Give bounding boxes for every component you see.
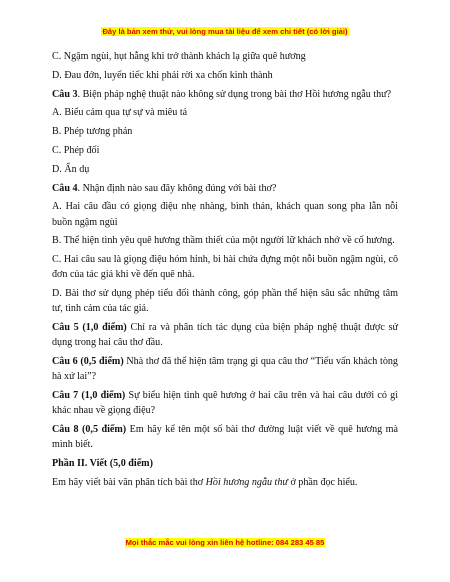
hotline-banner [0, 538, 450, 548]
preview-notice-text: Đây là bản xem thử, vui lòng mua tài liệu để xem chi tiết (có lời giải) [102, 27, 348, 36]
document-body [52, 49, 398, 494]
question-5-label: Câu 5 (1,0 điểm) [52, 322, 127, 334]
question-4 [52, 181, 398, 196]
question-3-option-a: A. Biểu cảm qua tự sự và miêu tả [52, 107, 188, 119]
question-3 [52, 87, 398, 102]
question-4-option-c: C. Hai câu sau là giọng điệu hóm hỉnh, bi hài chứa đựng một nỗi buồn ngậm ngùi, cô đơn của tác giả khi về đến quê nhà. [52, 254, 398, 281]
option-c-q2: C. Ngậm ngùi, hụt hẫng khi trở thành khách lạ giữa quê hương [52, 51, 306, 62]
question-3-option-b: B. Phép tương phản [52, 126, 133, 138]
question-8-text: Em hãy kể tên một số bài thơ đường luật viết về quê hương mà mình biết. [52, 424, 398, 451]
part-2-prompt [52, 475, 398, 490]
question-5 [52, 320, 398, 350]
question-3-option-c: C. Phép đối [52, 144, 100, 156]
question-4-option-d: D. Bài thơ sử dụng phép tiểu đối thành công, góp phần thể hiện sâu sắc những tâm tư, tình cảm của tác giả. [52, 288, 398, 315]
question-6-label: Câu 6 (0,5 điểm) [52, 356, 124, 368]
question-3-text: . Biện pháp nghệ thuật nào không sử dụng trong bài thơ Hồi hương ngẫu thư? [77, 88, 392, 100]
question-4-option-a: A. Hai câu đầu có giọng điệu nhẹ nhàng, bình thản, khách quan song pha lẫn nỗi buồn ngậm ngùi [52, 201, 398, 228]
question-3-label: Câu 3 [52, 88, 78, 100]
hotline-text: Mọi thắc mắc vui lòng xin liên hệ hotline: 084 283 45 85 [125, 538, 325, 547]
question-7 [52, 388, 398, 418]
part-2-heading: Phần II. Viết (5,0 điểm) [52, 458, 153, 470]
question-4-label: Câu 4 [52, 182, 78, 194]
question-8 [52, 422, 398, 452]
question-4-text: . Nhận định nào sau đây không đúng với bài thơ? [77, 182, 277, 194]
question-7-label: Câu 7 (1,0 điểm) [52, 390, 126, 402]
question-5-text: Chỉ ra và phân tích tác dụng của biện pháp nghệ thuật được sử dụng trong hai câu thơ đầu. [52, 322, 398, 349]
question-4-option-b: B. Thể hiện tình yêu quê hương thầm thiết của một người lữ khách nhớ về cố hương. [52, 235, 395, 247]
question-7-text: Sự biểu hiện tình quê hương ở hai câu trên và hai câu dưới có gì khác nhau về giọng điệu? [52, 390, 398, 417]
part-2-text-after: ở phần đọc hiểu. [287, 476, 358, 488]
part-2-poem-title: Hồi hương ngẫu thư [205, 476, 288, 488]
question-6 [52, 354, 398, 384]
part-2-text-before: Em hãy viết bài văn phân tích bài thơ [52, 476, 206, 488]
preview-notice-banner [0, 27, 450, 37]
question-8-label: Câu 8 (0,5 điểm) [52, 424, 127, 436]
question-3-option-d: D. Ẩn dụ [52, 163, 90, 175]
option-d-q2: D. Đau đớn, luyến tiếc khi phải rời xa chốn kinh thành [52, 69, 273, 81]
question-6-text: Nhà thơ đã thể hiện tâm trạng gì qua câu thơ “Tiếu vấn khách tòng hà xứ lai”? [52, 356, 398, 383]
